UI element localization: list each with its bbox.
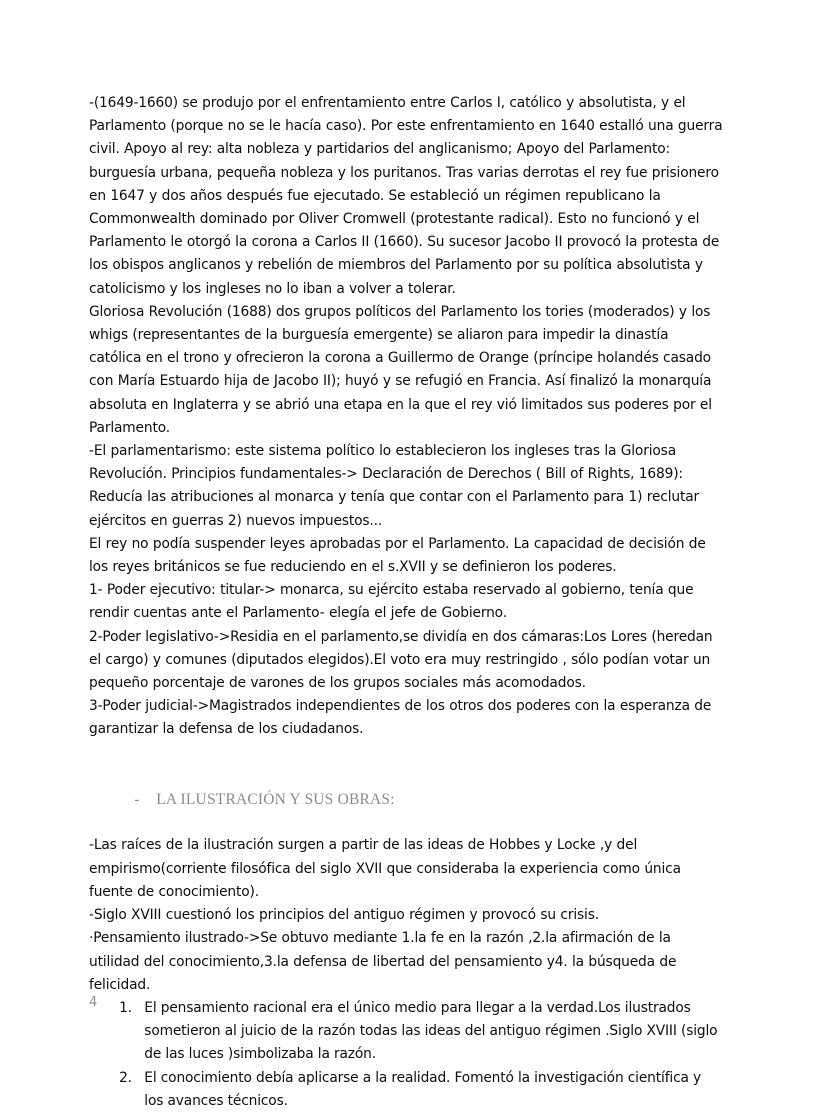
paragraph-english-civil-war: -(1649-1660) se produjo por el enfrentamiento entre Carlos I, católico y absolutista, y el Parlamento (porque no se le hacía caso). Por este enfrentamiento en 1640 estalló una guerra civil. Apoyo al rey: alta nobleza y partidarios del anglicanismo; Apoyo del Parlamento: burguesía urbana, pequeña nobleza y los puritanos. Tras varias derrotas el rey fue prisionero en 1647 y dos años después fue ejecutado. Se estableció un régimen republicano la Commonwealth dominado por Oliver Cromwell (protestante radical). Esto no funcionó y el Parlamento le otorgó la corona a Carlos II (1660). Su sucesor Jacobo II provocó la protesta de los obispos anglicanos y rebelión de miembros del Parlamento por su política absolutista y catolicismo y los ingleses no lo iban a volver a tolerar.: [89, 95, 723, 297]
paragraph-eighteenth-century: -Siglo XVIII cuestionó los principios del antiguo régimen y provocó su crisis.: [89, 907, 599, 924]
list-item-text: El pensamiento racional era el único medio para llegar a la verdad.Los ilustrados sometieron al juicio de la razón todas las ideas del antiguo régimen .Siglo XVIII (siglo de las luces )simbolizaba la razón.: [144, 999, 718, 1063]
section-heading-label: LA ILUSTRACIÓN Y SUS OBRAS:: [156, 791, 395, 809]
heading-dash-bullet: -: [134, 791, 140, 809]
list-item-marker: 1.: [119, 999, 132, 1016]
section-heading-ilustracion: [89, 765, 743, 835]
paragraph-glorious-revolution: Gloriosa Revolución (1688) dos grupos políticos del Parlamento los tories (moderados) y los whigs (representantes de la burguesía emergente) se aliaron para impedir la dinastía católica en el trono y ofrecieron la corona a Guillermo de Orange (príncipe holandés casado con María Estuardo hija de Jacobo II); huyó y se refugió en Francia. Así finalizó la monarquía absoluta en Inglaterra y se abrió una etapa en la que el rey vió limitados sus poderes por el Parlamento.: [89, 303, 712, 436]
paragraph-judicial-power: 3-Poder judicial->Magistrados independientes de los otros dos poderes con la esperanza de garantizar la defensa de los ciudadanos.: [89, 698, 712, 738]
paragraph-executive-power: 1- Poder ejecutivo: titular-> monarca, su ejército estaba reservado al gobierno, tenía que rendir cuentas ante el Parlamento- elegía el jefe de Gobierno.: [89, 582, 694, 622]
list-item-text: El conocimiento debía aplicarse a la realidad. Fomentó la investigación científica y los avances técnicos.: [144, 1069, 702, 1109]
document-body: [89, 92, 743, 1113]
list-item-marker: 2.: [119, 1069, 132, 1086]
blank-line-spacer: [89, 742, 743, 765]
paragraph-enlightened-thought: ·Pensamiento ilustrado->Se obtuvo mediante 1.la fe en la razón ,2.la afirmación de la utilidad del conocimiento,3.la defensa de libertad del pensamiento y4. la búsqueda de felicidad.: [89, 930, 677, 993]
paragraph-roots-of-enlightenment: -Las raíces de la ilustración surgen a partir de las ideas de Hobbes y Locke ,y del empirismo(corriente filosófica del siglo XVII que consideraba la experiencia como única fuente de conocimiento).: [89, 837, 681, 900]
paragraph-legislative-power: 2-Poder legislativo->Residia en el parlamento,se dividía en dos cámaras:Los Lores (heredan el cargo) y comunes (diputados elegidos).El voto era muy restringido , sólo podían votar un pequeño porcentaje de varones de los grupos sociales más acomodados.: [89, 628, 713, 692]
list-item: [89, 997, 723, 1067]
enlightenment-principles-list: [89, 997, 743, 1113]
paragraph-parliamentarism: -El parlamentarismo: este sistema político lo establecieron los ingleses tras la Gloriosa Revolución. Principios fundamentales-> Declaración de Derechos ( Bill of Rights, 1689): Reducía las atribuciones al monarca y tenía que contar con el Parlamento para 1) reclutar ejércitos en guerras 2) nuevos impuestos...: [89, 443, 700, 529]
list-item: [89, 1067, 723, 1113]
page-number: 4: [89, 995, 98, 1010]
paragraph-king-powers: El rey no podía suspender leyes aprobadas por el Parlamento. La capacidad de decisión de los reyes británicos se fue reduciendo en el s.XVII y se definieron los poderes.: [89, 535, 706, 576]
